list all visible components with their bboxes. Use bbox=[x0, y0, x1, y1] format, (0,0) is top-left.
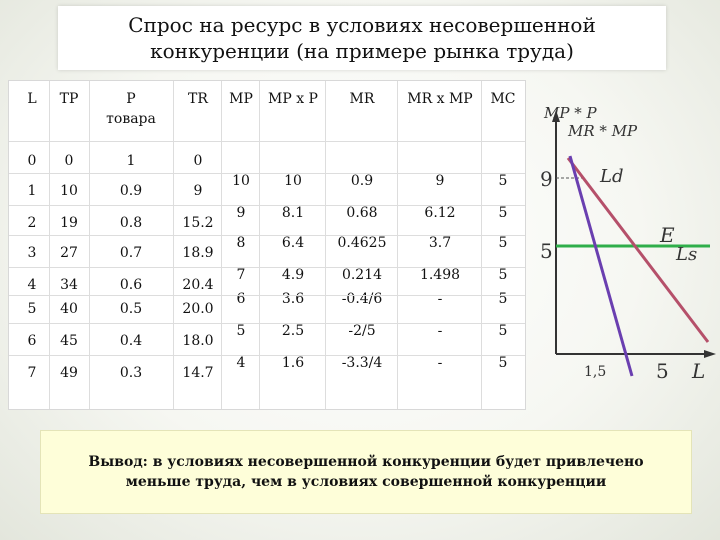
table-cell-mpxp: 1.6 bbox=[281, 355, 305, 371]
header-P-line2: товара bbox=[106, 111, 156, 127]
table-cell-tr: 18.0 bbox=[182, 333, 214, 349]
table-cell-mp: 5 bbox=[236, 323, 246, 339]
table-cell-l: 0 bbox=[27, 153, 37, 169]
table-cell-tp: 27 bbox=[60, 245, 78, 261]
table-cell-mpxp: 2.5 bbox=[281, 323, 305, 339]
table-cell-tr: 15.2 bbox=[182, 215, 214, 231]
header-MPxP: MP x P bbox=[268, 91, 318, 107]
tick-x-5: 5 bbox=[656, 359, 669, 383]
table-row-divider bbox=[9, 295, 525, 296]
table-cell-mc: 5 bbox=[498, 235, 508, 251]
table-cell-l: 7 bbox=[27, 365, 37, 381]
table-cell-mrxmp: - bbox=[437, 355, 443, 371]
data-table bbox=[8, 80, 526, 410]
table-cell-tr: 14.7 bbox=[182, 365, 214, 381]
table-cell-p: 0.7 bbox=[119, 245, 143, 261]
table-cell-mp: 7 bbox=[236, 267, 246, 283]
table-cell-l: 6 bbox=[27, 333, 37, 349]
table-cell-tp: 19 bbox=[60, 215, 78, 231]
table-cell-mr: 0.214 bbox=[341, 267, 383, 283]
table-cell-tp: 34 bbox=[60, 277, 78, 293]
header-MC: MC bbox=[490, 91, 516, 107]
table-cell-mc: 5 bbox=[498, 205, 508, 221]
header-TR: TR bbox=[188, 91, 208, 107]
header-P-line1: P bbox=[126, 91, 136, 107]
table-cell-tr: 9 bbox=[193, 183, 203, 199]
table-cell-mrxmp: 3.7 bbox=[428, 235, 452, 251]
table-column-divider bbox=[325, 81, 326, 409]
table-cell-tr: 20.0 bbox=[182, 301, 214, 317]
tick-y-5: 5 bbox=[540, 239, 553, 263]
header-MRxMP: MR x MP bbox=[407, 91, 473, 107]
table-cell-mp: 6 bbox=[236, 291, 246, 307]
header-L: L bbox=[27, 91, 37, 107]
table-cell-p: 0.6 bbox=[119, 277, 143, 293]
table-row-divider bbox=[9, 267, 525, 268]
mrp-line bbox=[570, 156, 632, 376]
table-cell-tp: 40 bbox=[60, 301, 78, 317]
table-cell-mpxp: 10 bbox=[284, 173, 302, 189]
table-cell-tr: 20.4 bbox=[182, 277, 214, 293]
table-cell-tp: 10 bbox=[60, 183, 78, 199]
table-row-divider bbox=[9, 205, 525, 206]
table-cell-mr: -2/5 bbox=[348, 323, 376, 339]
table-column-divider bbox=[221, 81, 222, 409]
table-column-divider bbox=[481, 81, 482, 409]
table-cell-l: 1 bbox=[27, 183, 37, 199]
header-MP: MP bbox=[229, 91, 253, 107]
table-cell-p: 0.9 bbox=[119, 183, 143, 199]
table-cell-mrxmp: - bbox=[437, 323, 443, 339]
table-cell-l: 4 bbox=[27, 277, 37, 293]
table-cell-mpxp: 8.1 bbox=[281, 205, 305, 221]
conclusion-line-1: Вывод: в условиях несовершенной конкуренции будет привлечено bbox=[88, 454, 644, 470]
label-e: E bbox=[660, 223, 675, 247]
table-cell-mrxmp: 6.12 bbox=[424, 205, 456, 221]
table-column-divider bbox=[89, 81, 90, 409]
table-cell-l: 2 bbox=[27, 215, 37, 231]
table-cell-mc: 5 bbox=[498, 323, 508, 339]
table-column-divider bbox=[397, 81, 398, 409]
table-cell-tr: 18.9 bbox=[182, 245, 214, 261]
tick-y-9: 9 bbox=[540, 167, 553, 191]
table-cell-tp: 49 bbox=[60, 365, 78, 381]
conclusion-box bbox=[40, 430, 692, 514]
ylabel-mrmp: MR * MP bbox=[568, 122, 638, 140]
table-cell-l: 5 bbox=[27, 301, 37, 317]
table-row-divider bbox=[9, 141, 525, 142]
table-cell-p: 0.3 bbox=[119, 365, 143, 381]
ylabel-mpp: MP * P bbox=[544, 104, 597, 122]
x-axis-arrow-icon bbox=[704, 350, 716, 358]
table-cell-p: 0.4 bbox=[119, 333, 143, 349]
title-line-1: Спрос на ресурс в условиях несовершенной bbox=[128, 13, 596, 37]
table-cell-mp: 9 bbox=[236, 205, 246, 221]
table-column-divider bbox=[173, 81, 174, 409]
label-ls: Ls bbox=[676, 244, 698, 265]
table-cell-mrxmp: 1.498 bbox=[419, 267, 461, 283]
title-line-2: конкуренции (на примере рынка труда) bbox=[150, 39, 574, 63]
table-row-divider bbox=[9, 173, 525, 174]
header-MR: MR bbox=[349, 91, 375, 107]
conclusion-line-2: меньше труда, чем в условиях совершенной конкуренции bbox=[125, 474, 607, 490]
table-row-divider bbox=[9, 323, 525, 324]
table-cell-mc: 5 bbox=[498, 291, 508, 307]
table-cell-mc: 5 bbox=[498, 355, 508, 371]
slide-title bbox=[58, 6, 666, 70]
table-cell-p: 0.5 bbox=[119, 301, 143, 317]
table-cell-mr: 0.4625 bbox=[337, 235, 387, 251]
table-cell-mr: -0.4/6 bbox=[341, 291, 383, 307]
table-cell-mpxp: 4.9 bbox=[281, 267, 305, 283]
table-cell-l: 3 bbox=[27, 245, 37, 261]
table-cell-mp: 10 bbox=[232, 173, 250, 189]
table-cell-mr: -3.3/4 bbox=[341, 355, 383, 371]
table-cell-mrxmp: 9 bbox=[435, 173, 445, 189]
table-cell-mc: 5 bbox=[498, 173, 508, 189]
table-column-divider bbox=[259, 81, 260, 409]
table-cell-mr: 0.68 bbox=[346, 205, 378, 221]
table-cell-tp: 45 bbox=[60, 333, 78, 349]
table-row-divider bbox=[9, 235, 525, 236]
table-cell-p: 1 bbox=[126, 153, 136, 169]
table-cell-mc: 5 bbox=[498, 267, 508, 283]
table-cell-mr: 0.9 bbox=[350, 173, 374, 189]
table-cell-mpxp: 3.6 bbox=[281, 291, 305, 307]
table-cell-p: 0.8 bbox=[119, 215, 143, 231]
table-cell-tp: 0 bbox=[64, 153, 74, 169]
xlabel-L: L bbox=[692, 359, 706, 383]
label-ld: Ld bbox=[600, 166, 624, 187]
labor-demand-graph bbox=[530, 96, 718, 388]
table-cell-mpxp: 6.4 bbox=[281, 235, 305, 251]
header-TP: TP bbox=[59, 91, 79, 107]
table-cell-mrxmp: - bbox=[437, 291, 443, 307]
table-column-divider bbox=[49, 81, 50, 409]
table-cell-mp: 4 bbox=[236, 355, 246, 371]
table-row-divider bbox=[9, 355, 525, 356]
table-cell-tr: 0 bbox=[193, 153, 203, 169]
tick-x-1-5: 1,5 bbox=[584, 364, 607, 380]
table-cell-mp: 8 bbox=[236, 235, 246, 251]
